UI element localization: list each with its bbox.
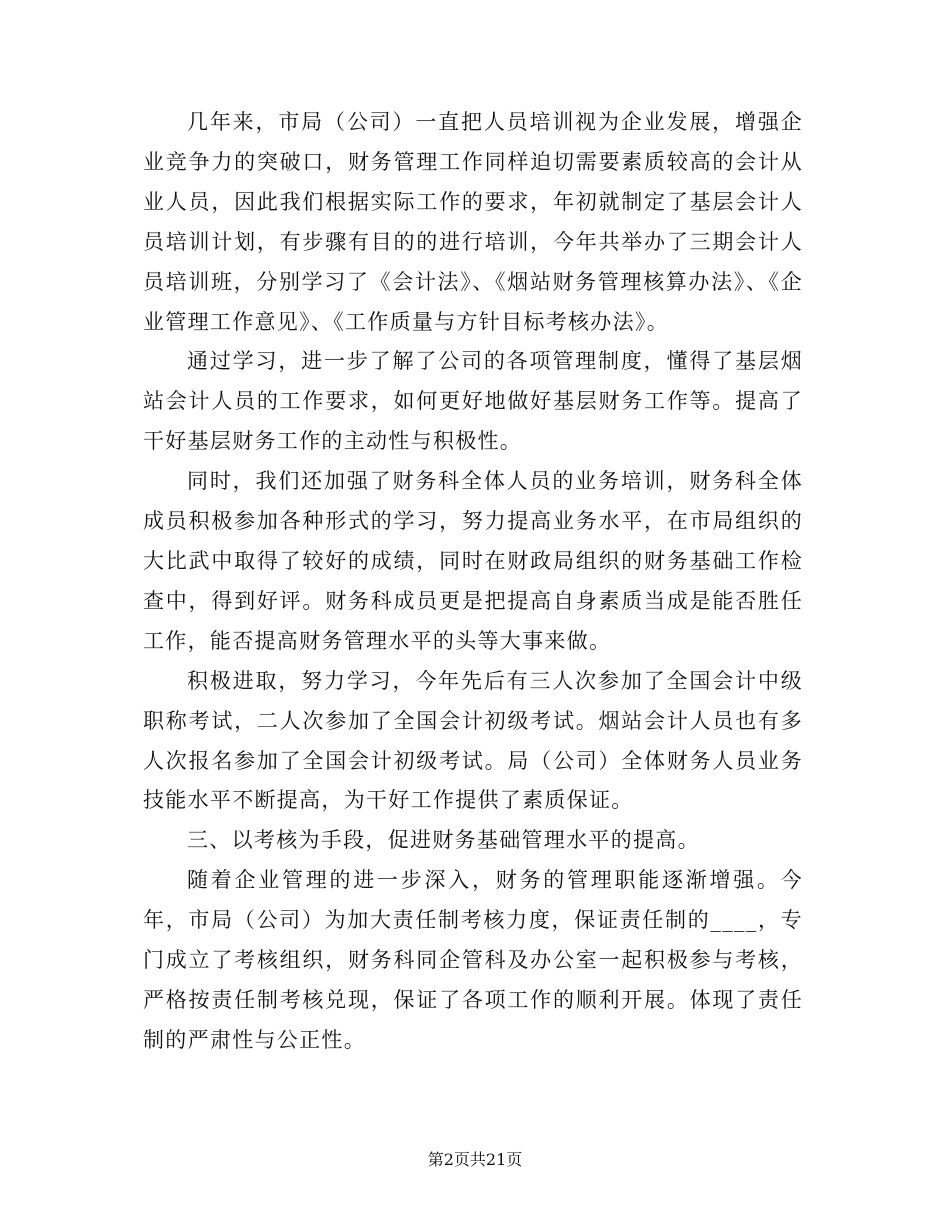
paragraph-staff-training: 同时，我们还加强了财务科全体人员的业务培训，财务科全体成员积极参加各种形式的学习，努力提高业务水平，在市局组织的大比武中取得了较好的成绩，同时在财政局组织的财务基础工作检查中，得到好评。财务科成员更是把提高自身素质当成是能否胜任工作，能否提高财务管理水平的头等大事来做。 bbox=[143, 469, 803, 653]
section-heading-assessment: 三、以考核为手段，促进财务基础管理水平的提高。 bbox=[187, 828, 700, 853]
page-number-footer: 第2页共21页 bbox=[427, 1150, 523, 1169]
paragraph-learning-results: 通过学习，进一步了解了公司的各项管理制度，懂得了基层烟站会计人员的工作要求，如何更好地做好基层财务工作等。提高了干好基层财务工作的主动性与积极性。 bbox=[143, 349, 803, 454]
paragraph-assessment: 随着企业管理的进一步深入，财务的管理职能逐渐增强。今年，市局（公司）为加大责任制考核力度，保证责任制的____，专门成立了考核组织，财务科同企管科及办公室一起积极参与考核，严格按责任制考核兑现，保证了各项工作的顺利开展。体现了责任制的严肃性与公正性。 bbox=[143, 868, 803, 1052]
paragraph-training-overview: 几年来，市局（公司）一直把人员培训视为企业发展，增强企业竞争力的突破口，财务管理工作同样迫切需要素质较高的会计从业人员，因此我们根据实际工作的要求，年初就制定了基层会计人员培训计划，有步骤有目的的进行培训，今年共举办了三期会计人员培训班，分别学习了《会计法》、《烟站财务管理核算办法》、《企业管理工作意见》、《工作质量与方针目标考核办法》。 bbox=[143, 110, 803, 334]
paragraph-exams: 积极进取，努力学习，今年先后有三人次参加了全国会计中级职称考试，二人次参加了全国会计初级考试。烟站会计人员也有多人次报名参加了全国会计初级考试。局（公司）全体财务人员业务技能水平不断提高，为干好工作提供了素质保证。 bbox=[143, 668, 803, 813]
document-body bbox=[143, 103, 803, 1061]
